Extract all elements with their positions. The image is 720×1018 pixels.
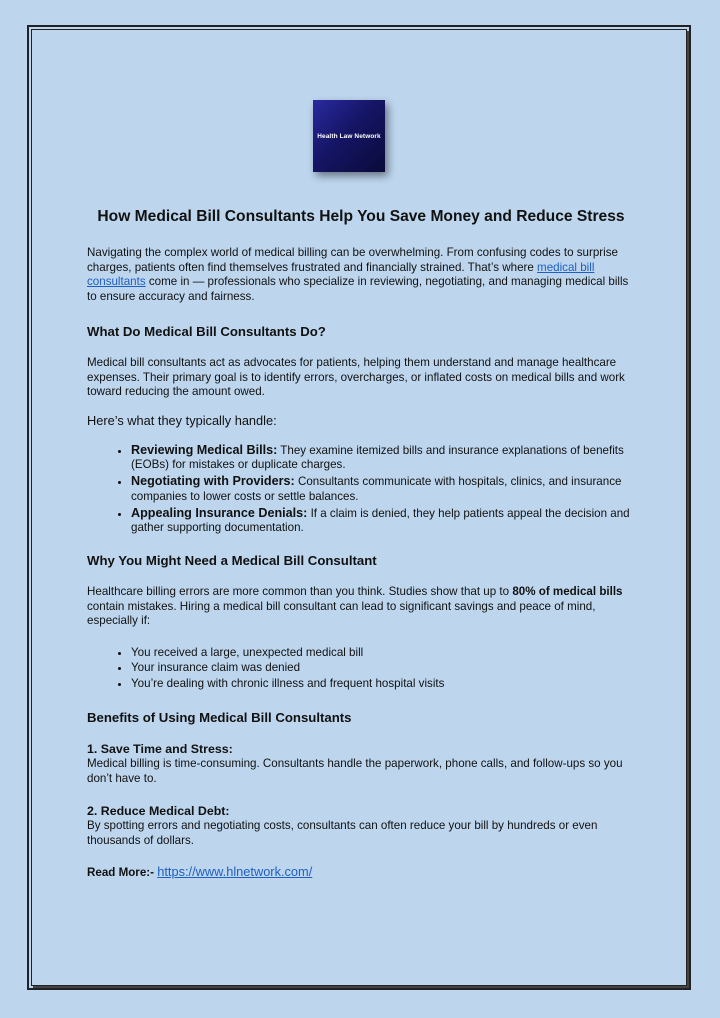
benefit-title: 1. Save Time and Stress: (87, 742, 233, 757)
read-more-link[interactable]: https://www.hlnetwork.com/ (157, 864, 313, 880)
section1-lead: Here’s what they typically handle: (87, 412, 277, 428)
section-heading-why-you-need: Why You Might Need a Medical Bill Consultant (87, 553, 377, 569)
article-title: How Medical Bill Consultants Help You Save Money and Reduce Stress (97, 208, 625, 225)
list-item-text: If a claim is denied, they help patients appeal the decision and gather supporting documentation. (131, 506, 630, 535)
medical-bill-consultants-link[interactable]: medical bill consultants (87, 260, 595, 288)
logo-text: Health Law Network (317, 132, 381, 140)
benefit-block (87, 742, 635, 786)
benefit-text: By spotting errors and negotiating costs, consultants can often reduce your bill by hundreds or even thousands of dollars. (87, 819, 598, 847)
section2-text-after: contain mistakes. Hiring a medical bill consultant can lead to significant savings and peace of mind, especially if: (87, 599, 596, 628)
list-item (131, 443, 635, 474)
health-law-network-logo (313, 100, 385, 172)
benefit-text: Medical billing is time-consuming. Consultants handle the paperwork, phone calls, and follow-ups so you don’t have to. (87, 757, 623, 785)
section2-text-before: Healthcare billing errors are more common than you think. Studies show that up to (87, 585, 513, 599)
section1-paragraph: Medical bill consultants act as advocates for patients, helping them understand and manage healthcare expenses. Their primary goal is to identify errors, overcharges, or inflated costs on medical bills and work toward reducing the amount owed. (87, 356, 625, 398)
section-heading-what-they-do: What Do Medical Bill Consultants Do? (87, 324, 326, 339)
tasks-list (87, 443, 635, 537)
article (87, 207, 635, 881)
benefit-block (87, 804, 635, 848)
list-item: • You’re dealing with chronic illness and frequent hospital visits (131, 676, 635, 692)
section2-paragraph (87, 585, 635, 629)
list-item-text: They examine itemized bills and insurance explanations of benefits (EOBs) for mistakes or duplicate charges. (131, 443, 624, 472)
benefit-title: 2. Reduce Medical Debt: (87, 804, 230, 819)
list-item: • You received a large, unexpected medical bill (131, 645, 635, 661)
list-item-title: Negotiating with Providers: (131, 474, 295, 489)
list-item (131, 474, 635, 505)
intro-text-after: come in — professionals who specialize in reviewing, negotiating, and managing medical bills to ensure accuracy and fairness. (87, 275, 629, 303)
read-more (87, 865, 635, 881)
statistic-highlight: 80% of medical bills (512, 585, 623, 599)
reasons-list (87, 645, 635, 692)
list-item-text: Consultants communicate with hospitals, clinics, and insurance companies to lower costs or settle balances. (131, 475, 622, 503)
intro-text-before: Navigating the complex world of medical billing can be overwhelming. From confusing codes to surprise charges, patients often find themselves frustrated and financially strained. That’s where (87, 246, 618, 274)
list-item (131, 506, 635, 537)
list-item-title: Appealing Insurance Denials: (131, 505, 308, 520)
intro-paragraph (87, 246, 635, 304)
list-item-title: Reviewing Medical Bills: (131, 442, 278, 457)
read-more-label: Read More:- (87, 866, 158, 880)
section-heading-benefits: Benefits of Using Medical Bill Consultants (87, 710, 352, 726)
list-item: • Your insurance claim was denied (131, 660, 635, 676)
